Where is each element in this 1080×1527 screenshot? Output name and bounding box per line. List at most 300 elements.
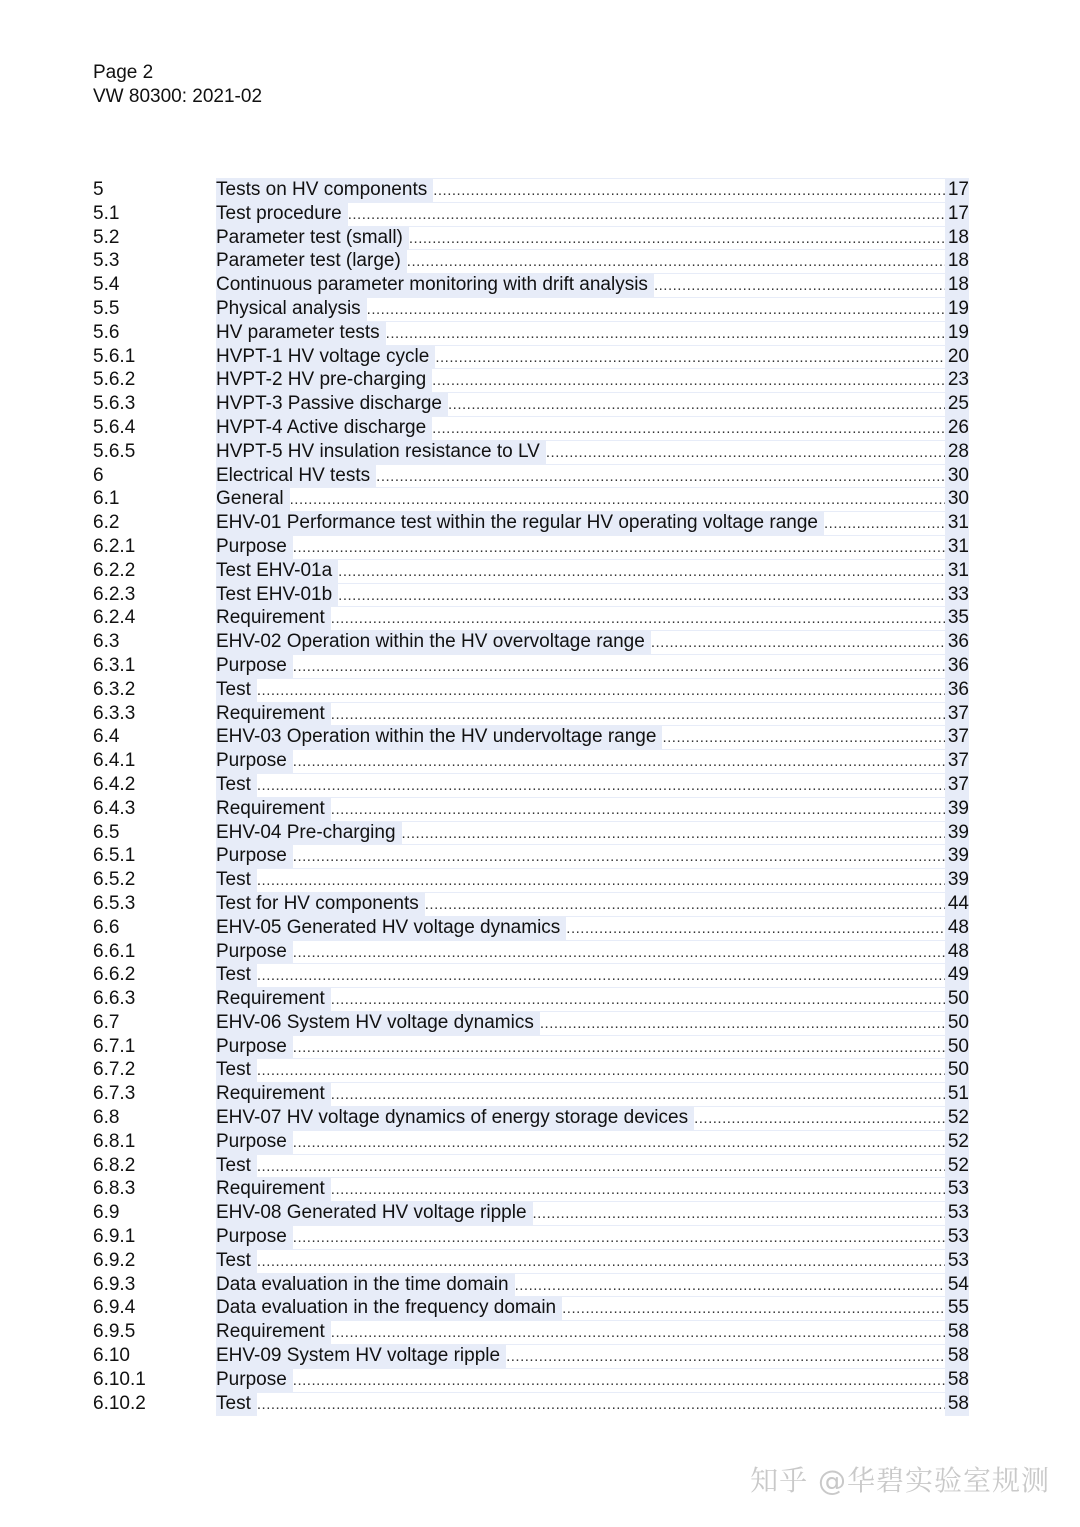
toc-section-number: 6.7.3 — [93, 1083, 136, 1105]
toc-page-number: 37 — [945, 749, 969, 773]
toc-section-title: Purpose — [216, 1368, 293, 1392]
toc-entry[interactable] — [93, 1201, 969, 1225]
toc-entry[interactable] — [93, 678, 969, 702]
toc-entry[interactable] — [93, 1320, 969, 1344]
toc-entry[interactable] — [93, 1011, 969, 1035]
toc-leader-dots — [338, 560, 945, 584]
toc-leader-dots — [331, 1178, 945, 1202]
toc-page-number: 50 — [945, 1011, 969, 1035]
toc-page-number: 48 — [945, 940, 969, 964]
toc-section-title: Purpose — [216, 940, 293, 964]
toc-entry-link[interactable] — [216, 606, 969, 631]
toc-entry[interactable] — [93, 273, 969, 297]
toc-page-number: 25 — [945, 392, 969, 416]
toc-leader-dots — [331, 1083, 945, 1107]
toc-section-title: Parameter test (large) — [216, 249, 407, 273]
toc-section-title: Requirement — [216, 797, 331, 821]
toc-leader-dots — [257, 1059, 945, 1083]
toc-entry-link[interactable] — [216, 702, 969, 727]
toc-page-number: 37 — [945, 702, 969, 726]
toc-leader-dots — [376, 465, 945, 489]
toc-section-number: 6.9.1 — [93, 1226, 136, 1248]
document-id: VW 80300: 2021-02 — [93, 86, 263, 107]
toc-section-title: Parameter test (small) — [216, 226, 409, 250]
page-label: Page 2 — [93, 62, 154, 83]
toc-section-number: 6.10.1 — [93, 1368, 146, 1390]
toc-section-number: 5.6.4 — [93, 416, 136, 438]
toc-entry[interactable] — [93, 630, 969, 654]
toc-section-title: Data evaluation in the frequency domain — [216, 1296, 562, 1320]
toc-section-number: 6.3.3 — [93, 702, 136, 724]
toc-section-number: 5.6.1 — [93, 345, 136, 367]
toc-section-title: EHV-09 System HV voltage ripple — [216, 1344, 506, 1368]
toc-page-number: 55 — [945, 1296, 969, 1320]
toc-page-number: 52 — [945, 1130, 969, 1154]
toc-page-number: 31 — [945, 511, 969, 535]
toc-entry-link[interactable] — [216, 1082, 969, 1107]
toc-page-number: 31 — [945, 535, 969, 559]
toc-entry[interactable] — [93, 1035, 969, 1059]
toc-entry-link[interactable] — [216, 725, 969, 750]
toc-section-title: Test EHV-01a — [216, 559, 338, 583]
toc-entry-link[interactable] — [216, 273, 969, 298]
toc-entry-link[interactable] — [216, 1273, 969, 1298]
toc-page-number: 36 — [945, 654, 969, 678]
toc-leader-dots — [407, 250, 945, 274]
toc-entry-link[interactable] — [216, 1344, 969, 1369]
toc-page-number: 52 — [945, 1106, 969, 1130]
toc-section-title: Purpose — [216, 1225, 293, 1249]
toc-section-number: 6.3.1 — [93, 654, 136, 676]
toc-leader-dots — [293, 845, 945, 869]
toc-section-number: 6.6.2 — [93, 964, 136, 986]
toc-leader-dots — [546, 441, 945, 465]
toc-section-title: Data evaluation in the time domain — [216, 1273, 515, 1297]
toc-section-title: HVPT-3 Passive discharge — [216, 392, 448, 416]
toc-entry[interactable] — [93, 1058, 969, 1082]
toc-leader-dots — [257, 1250, 945, 1274]
toc-page-number: 33 — [945, 583, 969, 607]
toc-entry[interactable] — [93, 368, 969, 392]
toc-leader-dots — [348, 203, 945, 227]
toc-page-number: 35 — [945, 606, 969, 630]
toc-section-number: 5 — [93, 179, 104, 200]
toc-page-number: 18 — [945, 249, 969, 273]
toc-leader-dots — [290, 488, 945, 512]
toc-section-title: Test — [216, 678, 257, 702]
toc-section-number: 6.2 — [93, 512, 120, 534]
toc-entry[interactable] — [93, 1368, 969, 1392]
toc-section-title: Test procedure — [216, 202, 348, 226]
toc-section-title: EHV-05 Generated HV voltage dynamics — [216, 916, 566, 940]
toc-page-number: 52 — [945, 1154, 969, 1178]
toc-page-number: 18 — [945, 273, 969, 297]
toc-leader-dots — [824, 512, 945, 536]
toc-entry-link[interactable] — [216, 1368, 969, 1393]
toc-section-number: 6.2.1 — [93, 535, 136, 557]
toc-section-title: EHV-02 Operation within the HV overvoltage range — [216, 630, 651, 654]
toc-entry-link[interactable] — [216, 654, 969, 679]
toc-leader-dots — [257, 1393, 945, 1417]
toc-section-title: EHV-08 Generated HV voltage ripple — [216, 1201, 533, 1225]
toc-leader-dots — [654, 274, 945, 298]
toc-leader-dots — [331, 988, 945, 1012]
toc-page-number: 50 — [945, 1058, 969, 1082]
toc-leader-dots — [506, 1345, 945, 1369]
toc-leader-dots — [651, 631, 945, 655]
toc-entry[interactable] — [93, 487, 969, 511]
toc-entry-link[interactable] — [216, 916, 969, 941]
toc-section-number: 5.3 — [93, 250, 120, 272]
toc-page-number: 53 — [945, 1249, 969, 1273]
toc-section-title: Requirement — [216, 1320, 331, 1344]
toc-section-title: HVPT-1 HV voltage cycle — [216, 345, 435, 369]
toc-entry[interactable] — [93, 511, 969, 535]
toc-entry-link[interactable] — [216, 678, 969, 703]
toc-section-number: 6.5.2 — [93, 869, 136, 891]
toc-section-title: Requirement — [216, 606, 331, 630]
toc-entry[interactable] — [93, 559, 969, 583]
toc-page-number: 53 — [945, 1177, 969, 1201]
toc-entry[interactable] — [93, 868, 969, 892]
toc-entry[interactable] — [93, 416, 969, 440]
toc-section-number: 6.1 — [93, 488, 120, 510]
toc-section-number: 6 — [93, 464, 104, 486]
toc-page-number: 19 — [945, 297, 969, 321]
toc-entry-link[interactable] — [216, 178, 969, 203]
toc-section-title: EHV-01 Performance test within the regular HV operating voltage range — [216, 511, 824, 535]
toc-entry-link[interactable] — [216, 368, 969, 393]
toc-section-number: 6.9.5 — [93, 1321, 136, 1343]
toc-page-number: 39 — [945, 868, 969, 892]
toc-entry[interactable] — [93, 1392, 969, 1416]
toc-section-number: 6.9 — [93, 1202, 120, 1224]
toc-entry[interactable] — [93, 249, 969, 273]
toc-entry[interactable] — [93, 1106, 969, 1130]
toc-leader-dots — [338, 584, 945, 608]
toc-page-number: 39 — [945, 821, 969, 845]
toc-entry[interactable] — [93, 464, 969, 488]
toc-entry-link[interactable] — [216, 1249, 969, 1274]
toc-page-number: 44 — [945, 892, 969, 916]
toc-entry[interactable] — [93, 345, 969, 369]
toc-entry-link[interactable] — [216, 868, 969, 893]
toc-entry-link[interactable] — [216, 1177, 969, 1202]
toc-leader-dots — [515, 1274, 945, 1298]
toc-page-number: 58 — [945, 1368, 969, 1392]
toc-section-title: HVPT-2 HV pre-charging — [216, 368, 432, 392]
toc-entry[interactable] — [93, 1082, 969, 1106]
toc-entry-link[interactable] — [216, 749, 969, 774]
toc-section-number: 5.6.5 — [93, 440, 136, 462]
toc-leader-dots — [293, 1131, 945, 1155]
toc-section-title: HVPT-4 Active discharge — [216, 416, 432, 440]
toc-entry[interactable] — [93, 749, 969, 773]
toc-leader-dots — [662, 726, 945, 750]
toc-section-number: 5.6.3 — [93, 393, 136, 415]
toc-leader-dots — [257, 869, 945, 893]
toc-section-number: 5.6.2 — [93, 369, 136, 391]
toc-entry-link[interactable] — [216, 202, 969, 227]
toc-entry-link[interactable] — [216, 511, 969, 536]
toc-page-number: 53 — [945, 1225, 969, 1249]
toc-entry[interactable] — [93, 1273, 969, 1297]
toc-leader-dots — [367, 298, 945, 322]
toc-section-number: 6.5.3 — [93, 892, 136, 914]
toc-leader-dots — [257, 679, 945, 703]
toc-entry-link[interactable] — [216, 892, 969, 917]
toc-section-number: 6.8 — [93, 1107, 120, 1129]
toc-entry[interactable] — [93, 440, 969, 464]
toc-page-number: 58 — [945, 1320, 969, 1344]
toc-section-title: EHV-06 System HV voltage dynamics — [216, 1011, 540, 1035]
toc-entry-link[interactable] — [216, 226, 969, 251]
toc-section-number: 6.2.4 — [93, 607, 136, 629]
toc-leader-dots — [293, 536, 945, 560]
toc-section-title: Purpose — [216, 1130, 293, 1154]
toc-section-number: 6.8.2 — [93, 1154, 136, 1176]
toc-section-number: 6.3 — [93, 631, 120, 653]
toc-leader-dots — [566, 917, 945, 941]
toc-entry[interactable] — [93, 963, 969, 987]
toc-page-number: 23 — [945, 368, 969, 392]
toc-entry[interactable] — [93, 535, 969, 559]
toc-page-number: 26 — [945, 416, 969, 440]
toc-page-number: 31 — [945, 559, 969, 583]
toc-entry[interactable] — [93, 940, 969, 964]
toc-section-number: 6.9.4 — [93, 1297, 136, 1319]
table-of-contents — [93, 178, 969, 1415]
toc-section-title: Purpose — [216, 749, 293, 773]
toc-section-title: Requirement — [216, 1177, 331, 1201]
toc-section-title: Test — [216, 1058, 257, 1082]
toc-leader-dots — [293, 1226, 945, 1250]
toc-leader-dots — [331, 703, 945, 727]
toc-section-number: 5.2 — [93, 226, 120, 248]
toc-leader-dots — [694, 1107, 945, 1131]
toc-section-number: 6.6.3 — [93, 988, 136, 1010]
toc-page-number: 50 — [945, 987, 969, 1011]
toc-section-number: 6.8.1 — [93, 1130, 136, 1152]
toc-leader-dots — [562, 1297, 945, 1321]
toc-entry-link[interactable] — [216, 821, 969, 846]
toc-entry-link[interactable] — [216, 345, 969, 370]
toc-section-title: Purpose — [216, 1035, 293, 1059]
toc-entry-link[interactable] — [216, 535, 969, 560]
toc-page-number: 36 — [945, 678, 969, 702]
toc-entry[interactable] — [93, 1296, 969, 1320]
toc-section-title: Test — [216, 868, 257, 892]
toc-page-number: 36 — [945, 630, 969, 654]
toc-leader-dots — [435, 346, 945, 370]
toc-page-number: 18 — [945, 226, 969, 250]
toc-entry[interactable] — [93, 797, 969, 821]
toc-section-title: Physical analysis — [216, 297, 367, 321]
toc-section-number: 6.7.2 — [93, 1059, 136, 1081]
toc-section-number: 6.2.3 — [93, 583, 136, 605]
toc-entry-link[interactable] — [216, 464, 969, 489]
toc-page-number: 50 — [945, 1035, 969, 1059]
toc-page-number: 53 — [945, 1201, 969, 1225]
toc-entry[interactable] — [93, 321, 969, 345]
toc-entry-link[interactable] — [216, 963, 969, 988]
toc-entry[interactable] — [93, 773, 969, 797]
toc-section-number: 6.10.2 — [93, 1392, 146, 1414]
toc-entry[interactable] — [93, 1249, 969, 1273]
toc-entry-link[interactable] — [216, 940, 969, 965]
toc-entry[interactable] — [93, 583, 969, 607]
toc-section-number: 6.4.1 — [93, 750, 136, 772]
toc-leader-dots — [386, 322, 945, 346]
toc-section-title: HVPT-5 HV insulation resistance to LV — [216, 440, 546, 464]
toc-entry[interactable] — [93, 821, 969, 845]
toc-section-number: 6.4 — [93, 726, 120, 748]
toc-section-number: 5.5 — [93, 297, 120, 319]
watermark: 知乎 @华碧实验室规测 — [750, 1464, 1050, 1497]
toc-section-title: HV parameter tests — [216, 321, 386, 345]
toc-page-number: 17 — [945, 202, 969, 226]
toc-page-number: 49 — [945, 963, 969, 987]
toc-entry-link[interactable] — [216, 773, 969, 798]
toc-entry-link[interactable] — [216, 1106, 969, 1131]
toc-entry[interactable] — [93, 725, 969, 749]
toc-section-title: Test for HV components — [216, 892, 425, 916]
toc-section-number: 5.6 — [93, 321, 120, 343]
toc-section-title: Purpose — [216, 654, 293, 678]
toc-section-number: 6.7 — [93, 1011, 120, 1033]
toc-page-number: 48 — [945, 916, 969, 940]
toc-page-number: 51 — [945, 1082, 969, 1106]
toc-section-title: Test — [216, 1392, 257, 1416]
toc-section-title: Test — [216, 773, 257, 797]
toc-entry-link[interactable] — [216, 1035, 969, 1060]
toc-entry[interactable] — [93, 392, 969, 416]
toc-page-number: 17 — [945, 178, 969, 202]
toc-leader-dots — [432, 417, 945, 441]
toc-entry-link[interactable] — [216, 1058, 969, 1083]
toc-page-number: 20 — [945, 345, 969, 369]
toc-leader-dots — [432, 369, 945, 393]
toc-section-number: 6.5.1 — [93, 845, 136, 867]
toc-leader-dots — [293, 1369, 945, 1393]
toc-entry[interactable] — [93, 702, 969, 726]
toc-entry[interactable] — [93, 297, 969, 321]
toc-entry[interactable] — [93, 1177, 969, 1201]
toc-leader-dots — [293, 941, 945, 965]
toc-entry-link[interactable] — [216, 249, 969, 274]
toc-section-title: Requirement — [216, 702, 331, 726]
toc-leader-dots — [331, 1321, 945, 1345]
toc-entry-link[interactable] — [216, 1296, 969, 1321]
toc-entry-link[interactable] — [216, 1225, 969, 1250]
toc-entry-link[interactable] — [216, 630, 969, 655]
toc-entry[interactable] — [93, 1225, 969, 1249]
toc-section-title: Test — [216, 1249, 257, 1273]
toc-entry[interactable] — [93, 1130, 969, 1154]
toc-entry-link[interactable] — [216, 559, 969, 584]
toc-page-number: 19 — [945, 321, 969, 345]
toc-section-number: 5.4 — [93, 274, 120, 296]
toc-section-number: 6.10 — [93, 1345, 130, 1367]
toc-page-number: 28 — [945, 440, 969, 464]
toc-leader-dots — [331, 607, 945, 631]
toc-entry[interactable] — [93, 987, 969, 1011]
toc-section-number: 6.6 — [93, 916, 120, 938]
toc-section-title: Purpose — [216, 535, 293, 559]
toc-leader-dots — [533, 1202, 945, 1226]
toc-leader-dots — [425, 893, 945, 917]
toc-entry-link[interactable] — [216, 1320, 969, 1345]
toc-section-number: 6.4.2 — [93, 773, 136, 795]
toc-section-title: Continuous parameter monitoring with drift analysis — [216, 273, 654, 297]
toc-entry[interactable] — [93, 916, 969, 940]
toc-section-number: 6.2.2 — [93, 559, 136, 581]
toc-section-number: 6.9.2 — [93, 1249, 136, 1271]
toc-page-number: 58 — [945, 1344, 969, 1368]
toc-leader-dots — [293, 655, 945, 679]
toc-leader-dots — [257, 774, 945, 798]
toc-entry-link[interactable] — [216, 392, 969, 417]
toc-section-title: Electrical HV tests — [216, 464, 376, 488]
toc-entry-link[interactable] — [216, 416, 969, 441]
toc-entry-link[interactable] — [216, 987, 969, 1012]
toc-entry[interactable] — [93, 178, 969, 202]
toc-page-number: 37 — [945, 773, 969, 797]
toc-entry-link[interactable] — [216, 321, 969, 346]
toc-page-number: 39 — [945, 844, 969, 868]
toc-entry-link[interactable] — [216, 844, 969, 869]
toc-entry-link[interactable] — [216, 1011, 969, 1036]
toc-entry-link[interactable] — [216, 1130, 969, 1155]
toc-section-number: 6.3.2 — [93, 678, 136, 700]
toc-entry[interactable] — [93, 654, 969, 678]
toc-section-title: EHV-04 Pre-charging — [216, 821, 402, 845]
page-header — [93, 61, 262, 109]
toc-section-title: EHV-07 HV voltage dynamics of energy storage devices — [216, 1106, 694, 1130]
toc-entry-link[interactable] — [216, 797, 969, 822]
toc-entry-link[interactable] — [216, 1154, 969, 1179]
toc-entry-link[interactable] — [216, 297, 969, 322]
toc-entry[interactable] — [93, 226, 969, 250]
toc-entry-link[interactable] — [216, 583, 969, 608]
toc-section-number: 6.8.3 — [93, 1178, 136, 1200]
toc-entry[interactable] — [93, 606, 969, 630]
toc-entry[interactable] — [93, 1344, 969, 1368]
toc-section-title: Test — [216, 963, 257, 987]
toc-leader-dots — [409, 227, 945, 251]
toc-section-title: General — [216, 487, 290, 511]
toc-section-title: EHV-03 Operation within the HV undervoltage range — [216, 725, 662, 749]
toc-leader-dots — [402, 822, 945, 846]
toc-leader-dots — [448, 393, 945, 417]
toc-section-number: 5.1 — [93, 202, 120, 224]
toc-section-number: 6.6.1 — [93, 940, 136, 962]
toc-entry-link[interactable] — [216, 1201, 969, 1226]
toc-page-number: 58 — [945, 1392, 969, 1416]
toc-entry-link[interactable] — [216, 440, 969, 465]
toc-entry[interactable] — [93, 892, 969, 916]
toc-entry[interactable] — [93, 202, 969, 226]
toc-entry[interactable] — [93, 1154, 969, 1178]
toc-section-number: 6.5 — [93, 821, 120, 843]
toc-page-number: 30 — [945, 487, 969, 511]
toc-leader-dots — [293, 750, 945, 774]
toc-page-number: 39 — [945, 797, 969, 821]
toc-entry-link[interactable] — [216, 1392, 969, 1417]
toc-entry[interactable] — [93, 844, 969, 868]
toc-entry-link[interactable] — [216, 487, 969, 512]
toc-leader-dots — [433, 179, 945, 203]
